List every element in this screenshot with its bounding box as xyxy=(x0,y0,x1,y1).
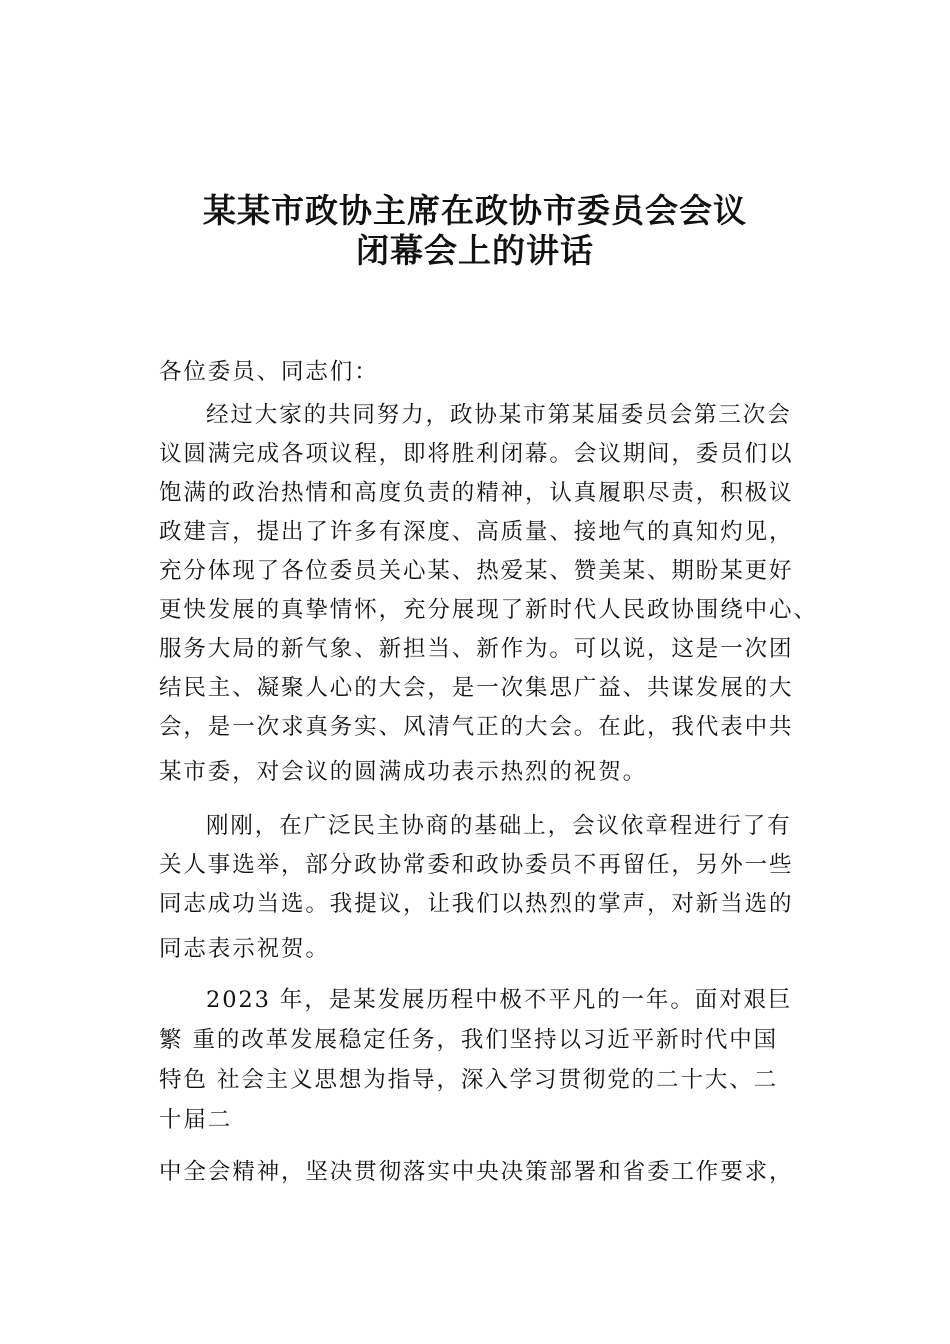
paragraph-2-line: 刚刚，在广泛民主协商的基础上，会议依章程进行了有 xyxy=(206,813,792,839)
paragraph-1-line: 会，是一次求真务实、风清气正的大会。在此，我代表中共 xyxy=(159,714,794,740)
paragraph-3-line: 特色 社会主义思想为指导，深入学习贯彻党的二十大、二 xyxy=(159,1067,779,1093)
paragraph-1-line: 政建言，提出了许多有深度、高质量、接地气的真知灼见， xyxy=(159,519,794,545)
paragraph-2-line: 同志表示祝贺。 xyxy=(159,936,330,962)
paragraph-1-line: 结民主、凝聚人心的大会，是一次集思广益、共谋发展的大 xyxy=(159,675,794,701)
paragraph-1-line: 服务大局的新气象、新担当、新作为。可以说，这是一次团 xyxy=(159,636,794,662)
salutation: 各位委员、同志们： xyxy=(159,359,379,385)
document-title-line-2: 闭幕会上的讲话 xyxy=(356,231,594,270)
paragraph-1-line: 更快发展的真挚情怀，充分展现了新时代人民政协围绕中心、 xyxy=(159,597,818,623)
paragraph-3-line: 中全会精神，坚决贯彻落实中央决策部署和省委工作要求， xyxy=(159,1159,794,1185)
paragraph-1-line: 经过大家的共同努力，政协某市第某届委员会第三次会 xyxy=(206,402,792,428)
paragraph-3-line: 十届二 xyxy=(159,1107,233,1133)
paragraph-2-line: 关人事选举，部分政协常委和政协委员不再留任，另外一些 xyxy=(159,852,794,878)
document-title-line-1: 某某市政协主席在政协市委员会会议 xyxy=(203,191,747,230)
paragraph-3-line: 2023 年，是某发展历程中极不平凡的一年。面对艰巨 xyxy=(206,987,793,1013)
paragraph-1-line: 饱满的政治热情和高度负责的精神，认真履职尽责，积极议 xyxy=(159,480,794,506)
paragraph-3-line: 繁 重的改革发展稳定任务，我们坚持以习近平新时代中国 xyxy=(159,1027,779,1053)
paragraph-1-line: 某市委，对会议的圆满成功表示热烈的祝贺。 xyxy=(159,759,648,785)
paragraph-2-line: 同志成功当选。我提议，让我们以热烈的掌声，对新当选的 xyxy=(159,891,794,917)
paragraph-1-line: 充分体现了各位委员关心某、热爱某、赞美某、期盼某更好 xyxy=(159,558,794,584)
paragraph-1-line: 议圆满完成各项议程，即将胜利闭幕。会议期间，委员们以 xyxy=(159,441,794,467)
